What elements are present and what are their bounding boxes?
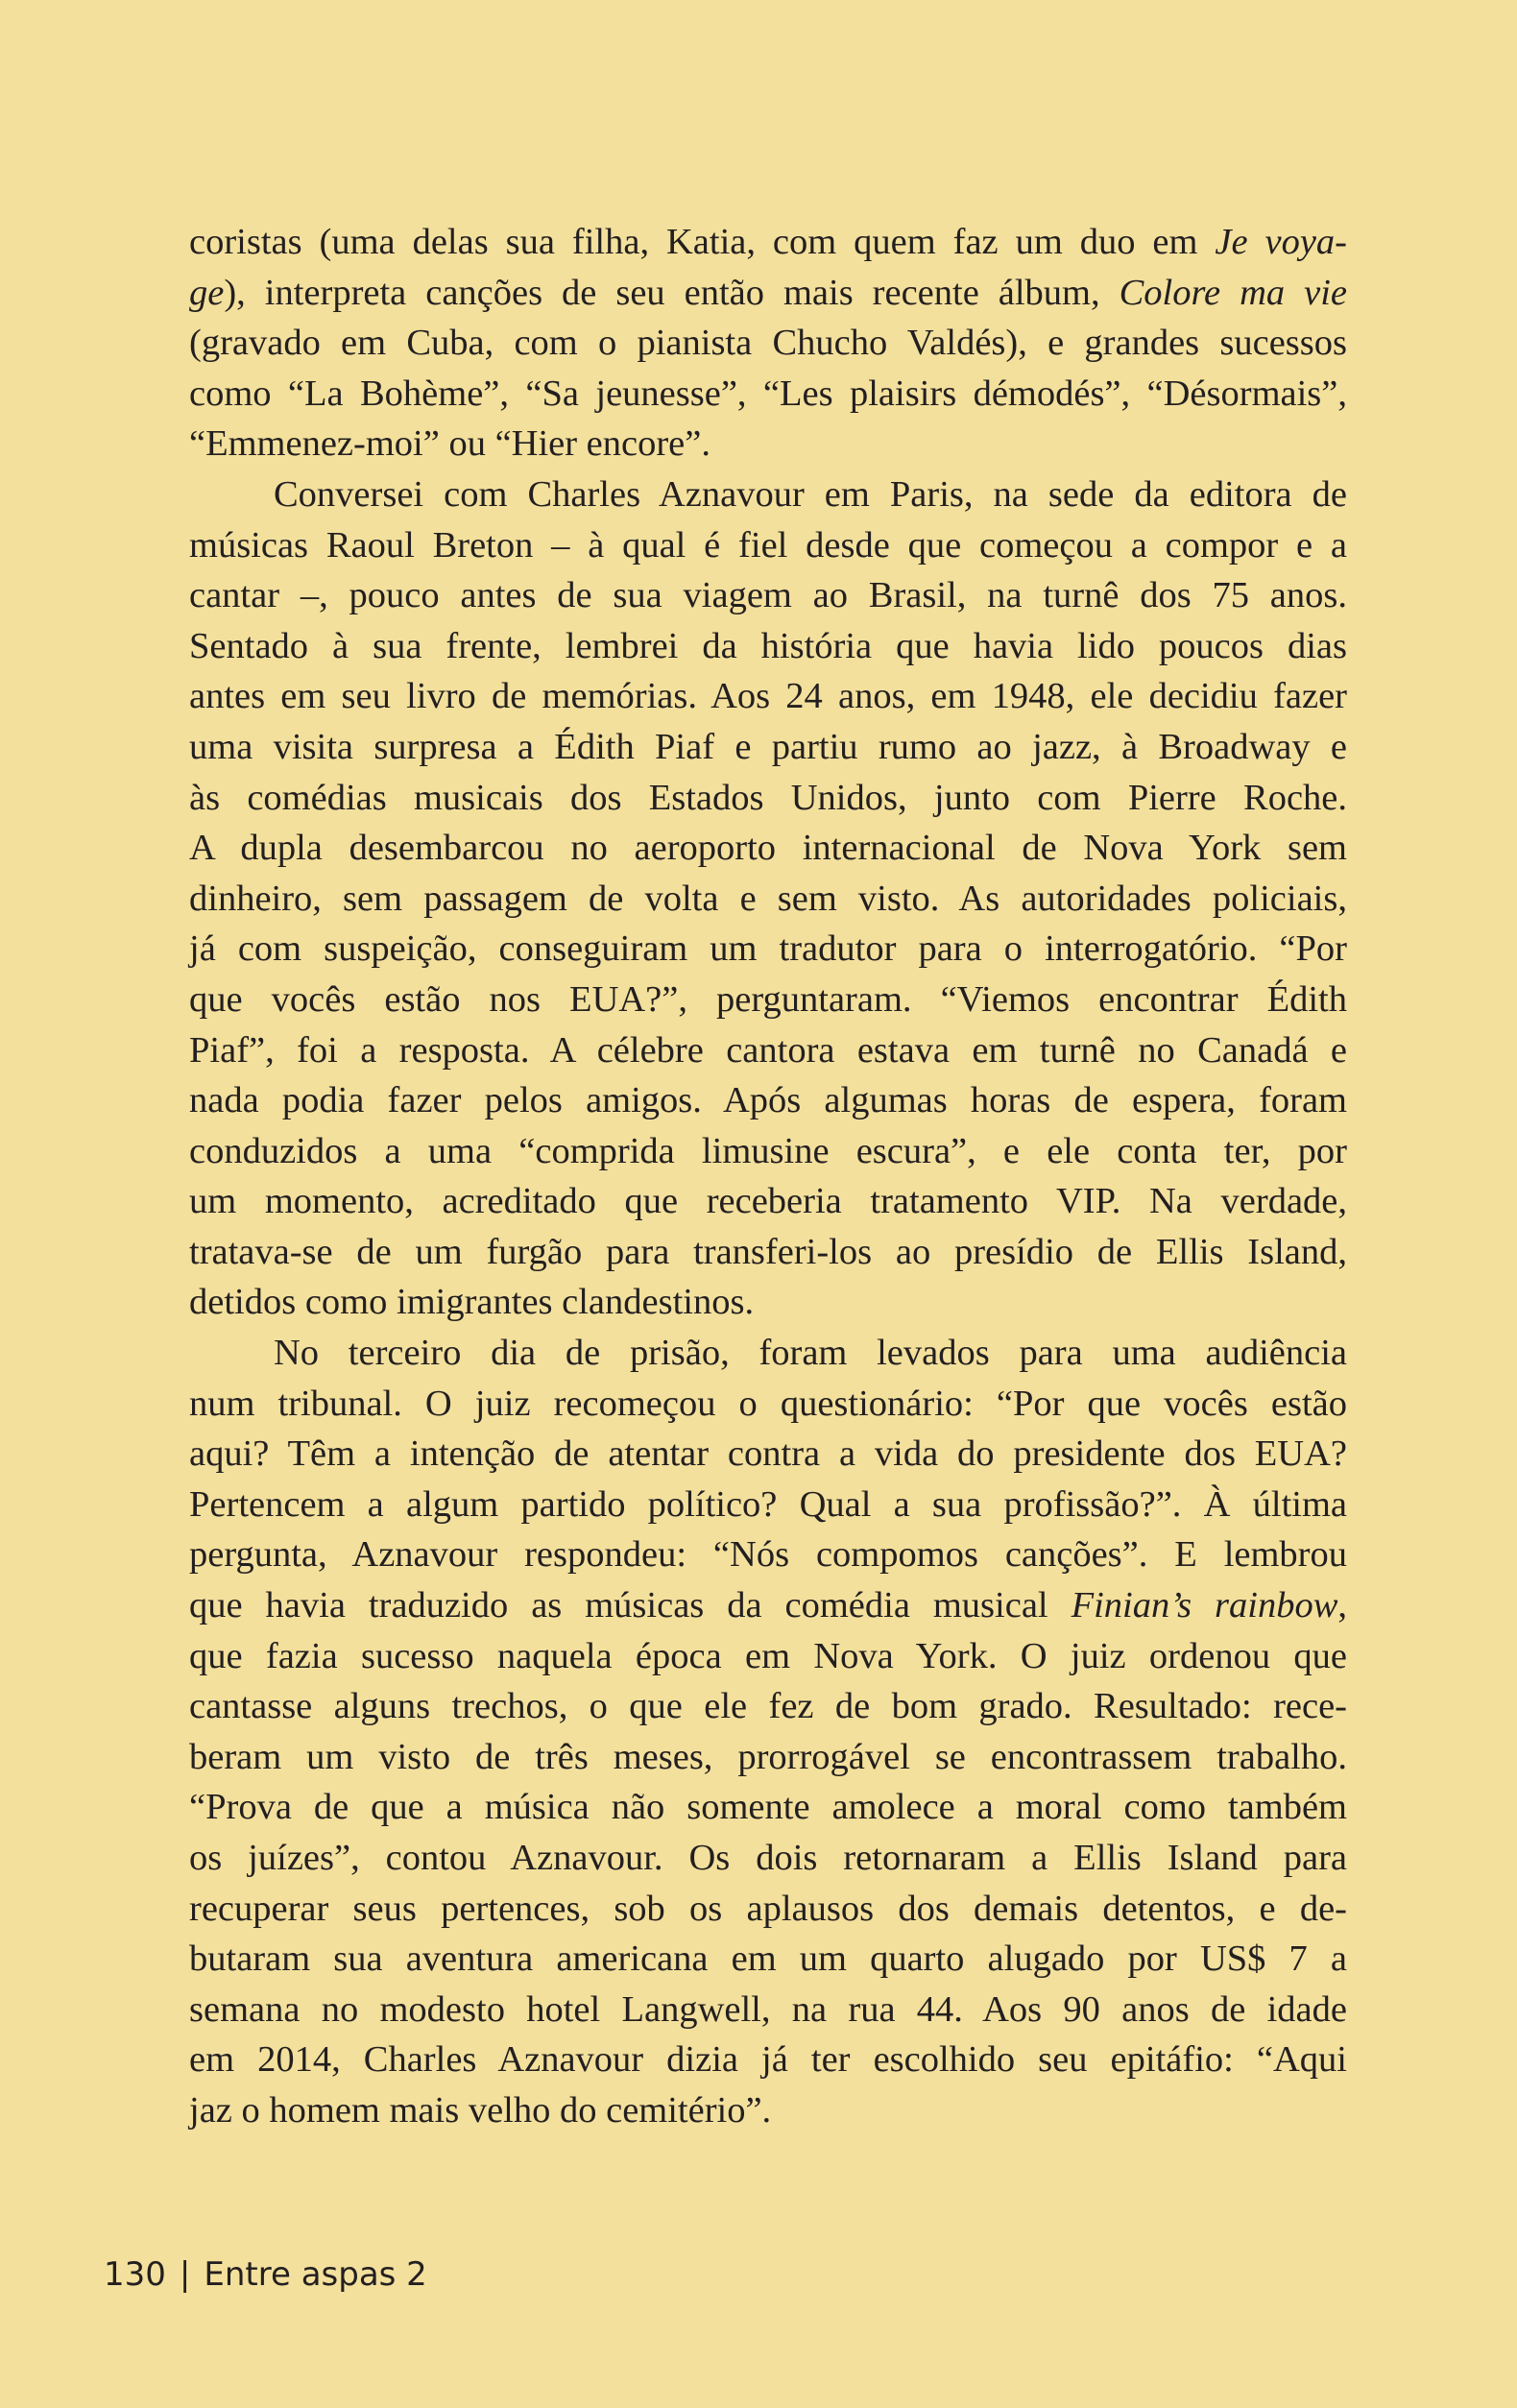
text-line xyxy=(189,570,1347,621)
text-line xyxy=(189,1379,1347,1430)
text-span: Sentado à sua frente, lembrei da história que havia lido poucos dias xyxy=(189,625,1347,666)
text-span: Piaf”, foi a resposta. A célebre cantora estava em turnê no Canadá e xyxy=(189,1029,1347,1071)
text-span: num tribunal. O juiz recomeçou o questionário: “Por que vocês estão xyxy=(189,1383,1347,1424)
text-span: às comédias musicais dos Estados Unidos, junto com Pierre Roche. xyxy=(189,777,1347,818)
text-span: pergunta, Aznavour respondeu: “Nós compomos canções”. E lembrou xyxy=(189,1534,1347,1576)
text-span: coristas (uma delas sua filha, Katia, com quem faz um duo em xyxy=(189,222,1216,262)
text-span: que havia traduzido as músicas da comédia musical xyxy=(189,1585,1072,1626)
text-line xyxy=(189,773,1347,824)
text-span: como “La Bohème”, “Sa jeunesse”, “Les plaisirs démodés”, “Désormais”, xyxy=(189,373,1347,414)
text-span: dinheiro, sem passagem de volta e sem visto. As autoridades policiais, xyxy=(189,878,1347,919)
text-line xyxy=(189,823,1347,874)
text-line xyxy=(189,1732,1347,1783)
text-line xyxy=(189,1631,1347,1682)
text-span: cantasse alguns trechos, o que ele fez de bom grado. Resultado: rece- xyxy=(189,1686,1347,1727)
text-span: beram um visto de três meses, prorrogável se encontrassem trabalho. xyxy=(189,1736,1347,1777)
text-line xyxy=(189,1176,1347,1227)
text-span: que fazia sucesso naquela época em Nova York. O juiz ordenou que xyxy=(189,1635,1347,1676)
text-line xyxy=(189,621,1347,672)
text-span: A dupla desembarcou no aeroporto internacional de Nova York sem xyxy=(189,828,1347,869)
text-line xyxy=(189,722,1347,773)
italic-text: Je voya- xyxy=(1215,222,1347,262)
text-span: os juízes”, contou Aznavour. Os dois retornaram a Ellis Island para xyxy=(189,1838,1347,1878)
text-span: , xyxy=(1337,1585,1347,1626)
text-line xyxy=(189,671,1347,722)
text-line xyxy=(189,268,1347,319)
text-line xyxy=(189,1681,1347,1732)
body-text xyxy=(189,217,1347,2136)
text-line xyxy=(189,1782,1347,1833)
text-line xyxy=(189,1328,1347,1379)
text-line xyxy=(189,975,1347,1025)
italic-text: Colore ma vie xyxy=(1119,272,1347,313)
text-line xyxy=(189,1884,1347,1935)
text-line xyxy=(189,924,1347,975)
text-line xyxy=(189,318,1347,369)
text-line xyxy=(189,1529,1347,1580)
text-line xyxy=(189,1025,1347,1076)
text-span: Pertencem a algum partido político? Qual a sua profissão?”. À última xyxy=(189,1483,1347,1525)
text-line xyxy=(189,1580,1347,1631)
text-span: butaram sua aventura americana em um quarto alugado por US$ 7 a xyxy=(189,1938,1347,1980)
text-line xyxy=(189,1934,1347,1985)
text-line xyxy=(189,1833,1347,1884)
text-span: uma visita surpresa a Édith Piaf e partiu rumo ao jazz, à Broadway e xyxy=(189,726,1347,767)
text-line xyxy=(189,520,1347,571)
text-span: em 2014, Charles Aznavour dizia já ter escolhido seu epitáfio: “Aqui xyxy=(189,2039,1347,2081)
text-span: “Prova de que a música não somente amolece a moral como também xyxy=(189,1787,1347,1828)
text-span: tratava-se de um furgão para transferi-los ao presídio de Ellis Island, xyxy=(189,1231,1347,1272)
text-span: jaz o homem mais velho do cemitério”. xyxy=(189,2089,772,2131)
book-title: Entre aspas 2 xyxy=(204,2255,427,2294)
page-number: 130 xyxy=(104,2255,166,2294)
text-line xyxy=(189,369,1347,420)
text-span: detidos como imigrantes clandestinos. xyxy=(189,1282,755,1323)
text-span: recuperar seus pertences, sob os aplausos dos demais detentos, e de- xyxy=(189,1888,1347,1929)
text-line xyxy=(189,1126,1347,1177)
text-line xyxy=(189,470,1347,520)
text-span: um momento, acreditado que receberia tratamento VIP. Na verdade, xyxy=(189,1181,1347,1222)
text-line xyxy=(189,1985,1347,2035)
footer-separator: | xyxy=(179,2255,191,2294)
text-line xyxy=(189,419,1347,470)
text-line xyxy=(189,1227,1347,1278)
text-span: ), interpreta canções de seu então mais recente álbum, xyxy=(224,272,1120,313)
text-line xyxy=(189,1075,1347,1126)
text-line xyxy=(189,217,1347,268)
text-line xyxy=(189,2035,1347,2085)
text-span: semana no modesto hotel Langwell, na rua 44. Aos 90 anos de idade xyxy=(189,1988,1347,2030)
text-span: músicas Raoul Breton – à qual é fiel desde que começou a compor e a xyxy=(189,524,1347,566)
text-line xyxy=(189,874,1347,925)
text-span: Conversei com Charles Aznavour em Paris, na sede da editora de xyxy=(274,473,1347,515)
text-span: conduzidos a uma “comprida limusine escura”, e ele conta ter, por xyxy=(189,1130,1347,1171)
italic-text: Finian’s rainbow xyxy=(1071,1585,1338,1626)
text-span: nada podia fazer pelos amigos. Após algumas horas de espera, foram xyxy=(189,1080,1347,1121)
text-line xyxy=(189,1480,1347,1530)
text-line xyxy=(189,1277,1347,1328)
text-span: aqui? Têm a intenção de atentar contra a vida do presidente dos EUA? xyxy=(189,1433,1347,1475)
text-span: (gravado em Cuba, com o pianista Chucho Valdés), e grandes sucessos xyxy=(189,323,1347,364)
text-span: cantar –, pouco antes de sua viagem ao Brasil, na turnê dos 75 anos. xyxy=(189,575,1347,616)
text-span: No terceiro dia de prisão, foram levados para uma audiência xyxy=(274,1333,1347,1374)
text-span: que vocês estão nos EUA?”, perguntaram. “Viemos encontrar Édith xyxy=(189,978,1347,1020)
page-footer xyxy=(104,2251,427,2298)
text-span: já com suspeição, conseguiram um tradutor para o interrogatório. “Por xyxy=(189,928,1347,970)
text-span: “Emmenez-moi” ou “Hier encore”. xyxy=(189,423,710,465)
text-span: antes em seu livro de memórias. Aos 24 anos, em 1948, ele decidiu fazer xyxy=(189,676,1347,717)
text-line xyxy=(189,1429,1347,1480)
text-line xyxy=(189,2085,1347,2136)
italic-text: ge xyxy=(189,272,225,313)
